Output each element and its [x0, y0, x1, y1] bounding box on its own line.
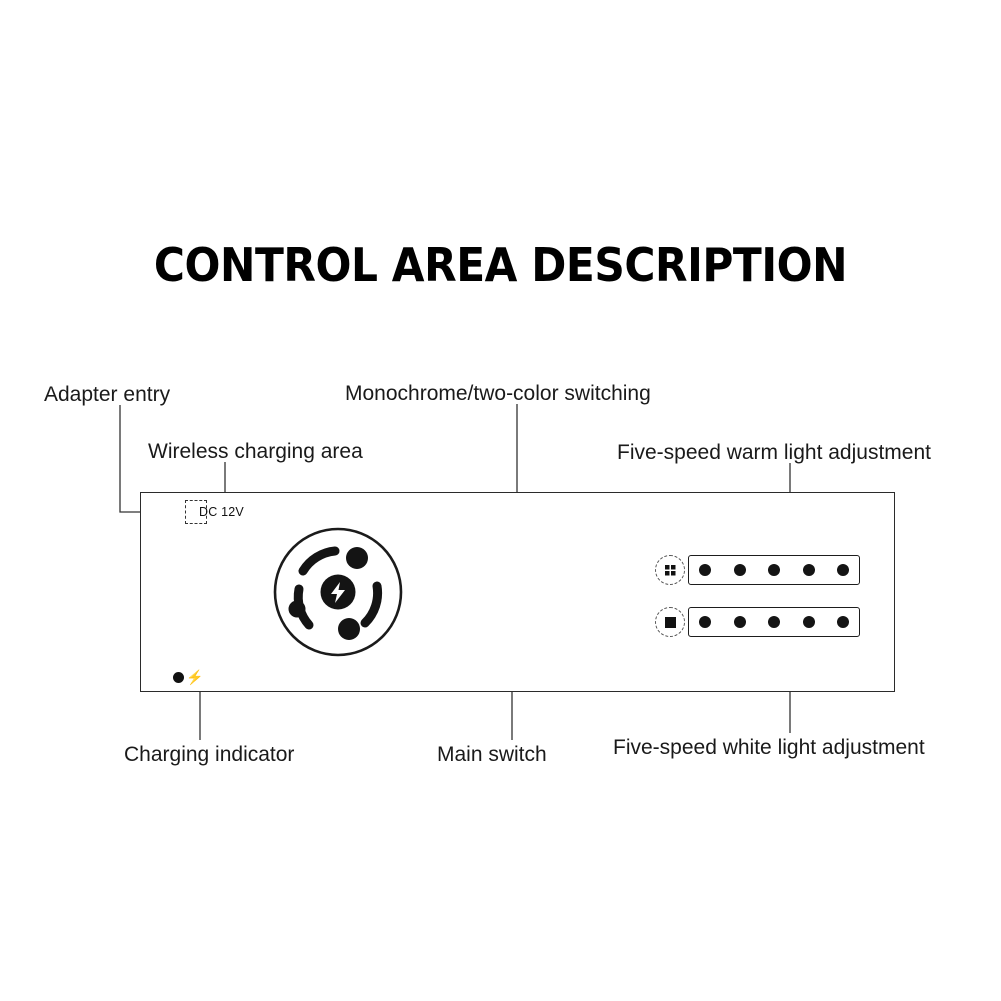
wireless-charging-icon[interactable]: [273, 527, 403, 657]
led-indicator: [837, 564, 849, 576]
led-indicator: [803, 616, 815, 628]
page-title: CONTROL AREA DESCRIPTION: [153, 238, 848, 292]
led-indicator: [837, 616, 849, 628]
led-indicator: [768, 564, 780, 576]
led-indicator: [768, 616, 780, 628]
label-white-light: Five-speed white light adjustment: [613, 736, 925, 759]
warm-light-strip[interactable]: [688, 555, 860, 585]
white-light-strip[interactable]: [688, 607, 860, 637]
label-adapter-entry: Adapter entry: [44, 383, 171, 406]
dc-voltage-label: DC 12V: [199, 505, 244, 519]
lightning-bolt-icon: ⚡: [186, 669, 204, 685]
label-monochrome-switching: Monochrome/two-color switching: [345, 382, 651, 405]
label-charging-indicator: Charging indicator: [124, 743, 295, 766]
led-indicator: [734, 564, 746, 576]
label-warm-light: Five-speed warm light adjustment: [617, 441, 931, 464]
square-icon: [665, 617, 676, 628]
led-indicator: [699, 564, 711, 576]
label-wireless-charging: Wireless charging area: [148, 440, 363, 463]
monochrome-two-color-switch-button[interactable]: [655, 555, 685, 585]
led-indicator: [803, 564, 815, 576]
led-indicator: [699, 616, 711, 628]
charging-indicator-icon: [173, 672, 184, 683]
label-main-switch: Main switch: [437, 743, 547, 766]
control-panel: [140, 492, 895, 692]
main-switch-button[interactable]: [655, 607, 685, 637]
four-squares-icon: [665, 565, 676, 576]
led-indicator: [734, 616, 746, 628]
